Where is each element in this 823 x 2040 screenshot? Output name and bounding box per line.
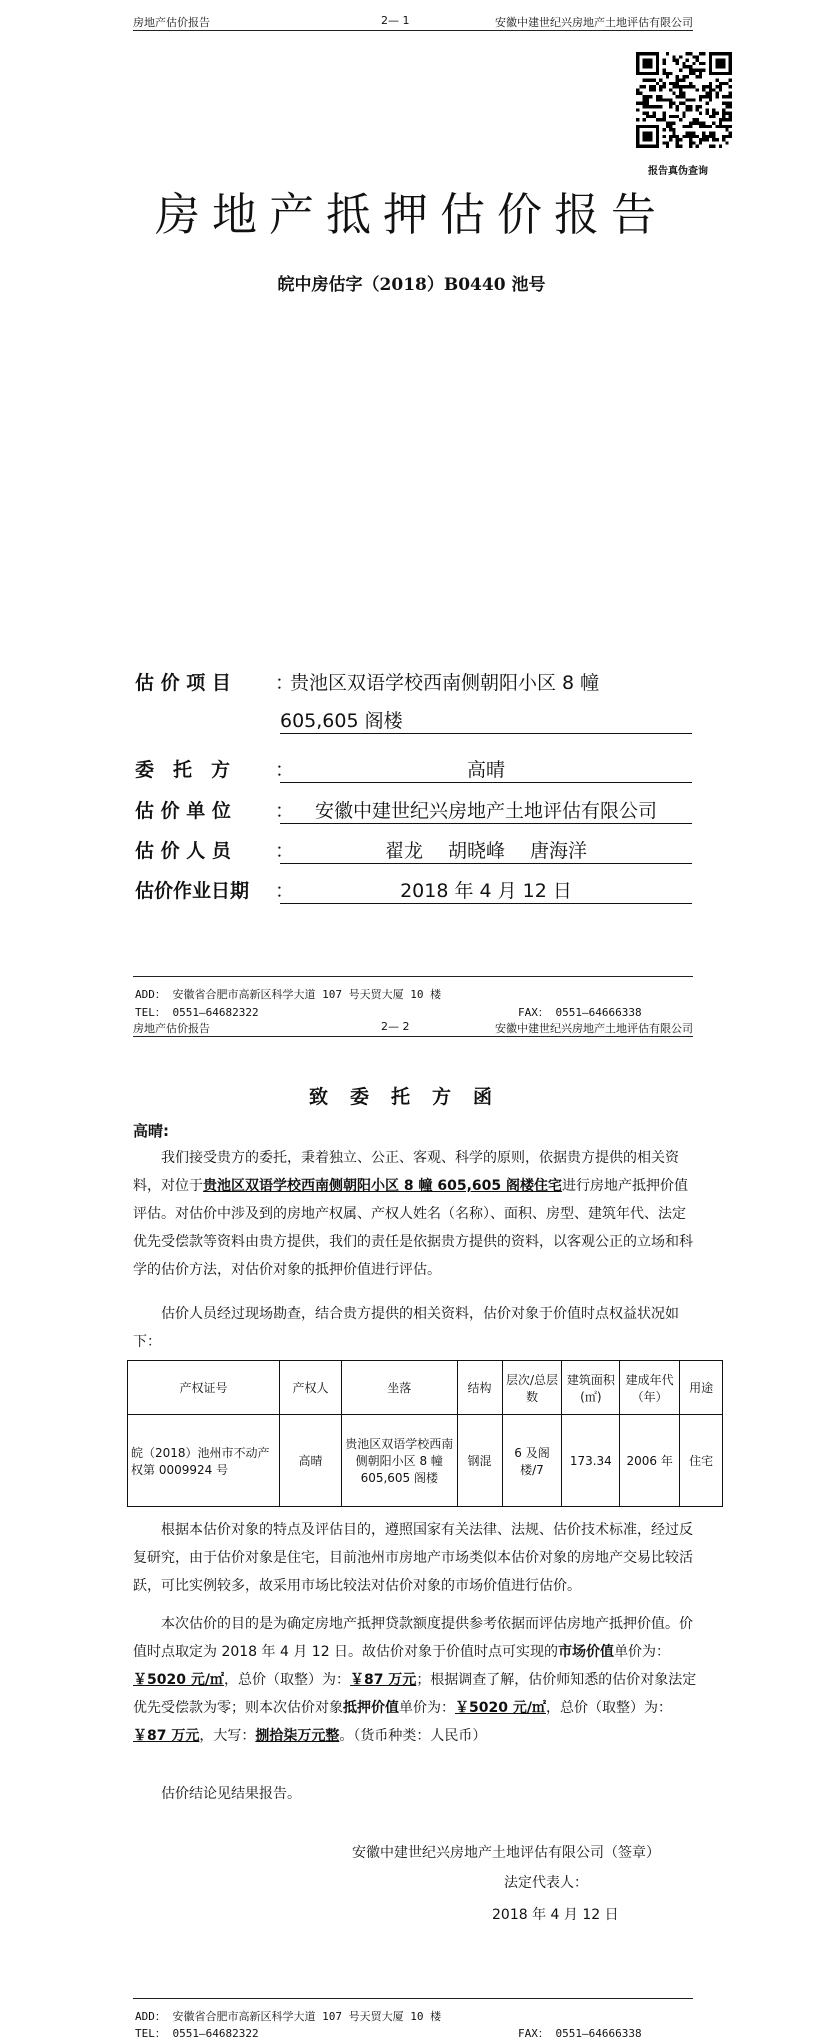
colon: ： bbox=[275, 800, 295, 822]
col-year: 建成年代（年） bbox=[620, 1361, 680, 1415]
col-cert-no: 产权证号 bbox=[128, 1361, 280, 1415]
col-area: 建筑面积(㎡) bbox=[562, 1361, 620, 1415]
cell-use: 住宅 bbox=[680, 1415, 723, 1507]
property-table bbox=[127, 1360, 723, 1507]
header-left: 房地产估价报告 bbox=[133, 16, 210, 29]
header-company: 安徽中建世纪兴房地产土地评估有限公司 bbox=[495, 16, 693, 29]
market-unit-price: ￥5020 元/㎡ bbox=[133, 1672, 224, 1688]
project-value-line1: 贵池区双语学校西南侧朝阳小区 8 幢 bbox=[290, 672, 600, 694]
mortgage-unit-price: ￥5020 元/㎡ bbox=[455, 1700, 546, 1716]
mortgage-total-price: ￥87 万元 bbox=[133, 1728, 200, 1744]
cell-structure: 钢混 bbox=[457, 1415, 502, 1507]
date-value: 2018 年 4 月 12 日 bbox=[280, 876, 692, 904]
header-page-number: 2— 2 bbox=[381, 1020, 410, 1033]
table-row bbox=[128, 1415, 723, 1507]
colon: ： bbox=[275, 840, 295, 862]
amount-in-words: 捌拾柒万元整 bbox=[255, 1728, 340, 1744]
market-value-label: 市场价值 bbox=[558, 1644, 615, 1660]
cell-area: 173.34 bbox=[562, 1415, 620, 1507]
header-left: 房地产估价报告 bbox=[133, 1022, 210, 1035]
qr-caption: 报告真伪查询 bbox=[648, 166, 708, 177]
footer-divider bbox=[133, 1998, 693, 1999]
p1-text-c: 进行房地产抵押价值评估。对估价中涉及到的房地产权属、产权人姓名（名称）、面积、房型、建筑年代、法定优先受偿款等资料由贵方提供，我们的责任是依据贵方提供的资料，以客观公正的立场和科学的估价方法，对估价对象的抵押价值进行评估。 bbox=[133, 1178, 693, 1278]
footer-tel: TEL： 0551—64682322 bbox=[135, 1006, 259, 1019]
col-use: 用途 bbox=[680, 1361, 723, 1415]
paragraph-4 bbox=[133, 1610, 699, 1750]
unit-value: 安徽中建世纪兴房地产土地评估有限公司 bbox=[280, 796, 692, 824]
paragraph-1 bbox=[133, 1144, 699, 1284]
cell-floors: 6 及阁楼/7 bbox=[502, 1415, 562, 1507]
p4-text-m: ，大写： bbox=[199, 1728, 256, 1744]
col-structure: 结构 bbox=[457, 1361, 502, 1415]
table-header-row bbox=[128, 1361, 723, 1415]
p4-text-i: 单价为： bbox=[399, 1700, 455, 1716]
col-floors: 层次/总层数 bbox=[502, 1361, 562, 1415]
cell-year: 2006 年 bbox=[620, 1415, 680, 1507]
letter-page bbox=[0, 1020, 823, 2040]
client-label: 委 托 方 bbox=[135, 759, 231, 781]
p4-text-c: 单价为： bbox=[614, 1644, 671, 1660]
cell-owner: 高晴 bbox=[279, 1415, 341, 1507]
market-total-price: ￥87 万元 bbox=[349, 1672, 417, 1688]
cell-location: 贵池区双语学校西南侧朝阳小区 8 幢 605,605 阁楼 bbox=[342, 1415, 458, 1507]
property-address: 贵池区双语学校西南侧朝阳小区 8 幢 605,605 阁楼住宅 bbox=[203, 1178, 563, 1194]
signature-representative: 法定代表人： bbox=[504, 1875, 588, 1891]
col-location: 坐落 bbox=[342, 1361, 458, 1415]
colon: ： bbox=[275, 672, 295, 694]
p4-text-g: ；根据调查了解，估价师知悉的估价对象法定优先受偿款为零；则本次估价对象 bbox=[133, 1672, 697, 1716]
footer-address: ADD： 安徽省合肥市高新区科学大道 107 号天贸大厦 10 楼 bbox=[135, 988, 442, 1001]
p4-text-o: 。（货币种类：人民币） bbox=[339, 1728, 487, 1744]
footer-tel: TEL： 0551—64682322 bbox=[135, 2027, 259, 2040]
mortgage-value-label: 抵押价值 bbox=[343, 1700, 399, 1716]
letter-title: 致委托方函 bbox=[308, 1086, 514, 1108]
col-owner: 产权人 bbox=[279, 1361, 341, 1415]
paragraph-5: 估价结论见结果报告。 bbox=[161, 1786, 301, 1802]
header-divider bbox=[133, 1036, 693, 1037]
p4-text-a: 本次估价的目的是为确定房地产抵押贷款额度提供参考依据而评估房地产抵押价值。价值时点取定为 2018 年 4 月 12 日。故估价对象于价值时点可实现的 bbox=[133, 1616, 693, 1660]
footer-fax: FAX： 0551—64666338 bbox=[518, 1006, 642, 1019]
footer-divider bbox=[133, 976, 693, 977]
project-value-line2: 605,605 阁楼 bbox=[280, 706, 692, 734]
paragraph-2: 估价人员经过现场勘查，结合贵方提供的相关资料，估价对象于价值时点权益状况如下： bbox=[133, 1306, 679, 1350]
appraiser-value: 翟龙 胡晓峰 唐海洋 bbox=[280, 836, 692, 864]
salutation: 高晴: bbox=[133, 1122, 169, 1140]
signature-date: 2018 年 4 月 12 日 bbox=[492, 1907, 619, 1923]
qr-code-icon[interactable] bbox=[636, 52, 732, 148]
header-divider bbox=[133, 30, 693, 31]
client-value: 高晴 bbox=[280, 755, 692, 783]
project-label: 估 价 项 目 bbox=[135, 672, 231, 694]
p4-text-e: ，总价（取整）为： bbox=[223, 1672, 350, 1688]
unit-label: 估 价 单 位 bbox=[135, 800, 231, 822]
report-number: 皖中房估字（2018）B0440 池号 bbox=[277, 275, 546, 295]
date-label: 估价作业日期 bbox=[135, 880, 250, 902]
header-page-number: 2— 1 bbox=[381, 14, 410, 27]
colon: ： bbox=[275, 759, 295, 781]
report-title: 房地产抵押估价报告 bbox=[154, 188, 668, 241]
footer-fax: FAX： 0551—64666338 bbox=[518, 2027, 642, 2040]
p4-text-k: ，总价（取整）为： bbox=[545, 1700, 672, 1716]
appraiser-label: 估 价 人 员 bbox=[135, 840, 231, 862]
paragraph-3: 根据本估价对象的特点及评估目的，遵照国家有关法律、法规、估价技术标准，经过反复研究，由于估价对象是住宅，目前池州市房地产市场类似本估价对象的房地产交易比较活跃，可比实例较多，故采用市场比较法对估价对象的市场价值进行估价。 bbox=[133, 1522, 693, 1594]
footer-address: ADD： 安徽省合肥市高新区科学大道 107 号天贸大厦 10 楼 bbox=[135, 2010, 442, 2023]
header-company: 安徽中建世纪兴房地产土地评估有限公司 bbox=[495, 1022, 693, 1035]
colon: ： bbox=[275, 880, 295, 902]
p1-text-a: 我们接受贵方的委托，秉着独立、公正、客观、科学的原则，依据贵方提供的相关资料，对位于 bbox=[133, 1150, 679, 1194]
signature-company: 安徽中建世纪兴房地产土地评估有限公司（签章） bbox=[352, 1845, 660, 1861]
cell-cert-no: 皖（2018）池州市不动产权第 0009924 号 bbox=[128, 1415, 280, 1507]
